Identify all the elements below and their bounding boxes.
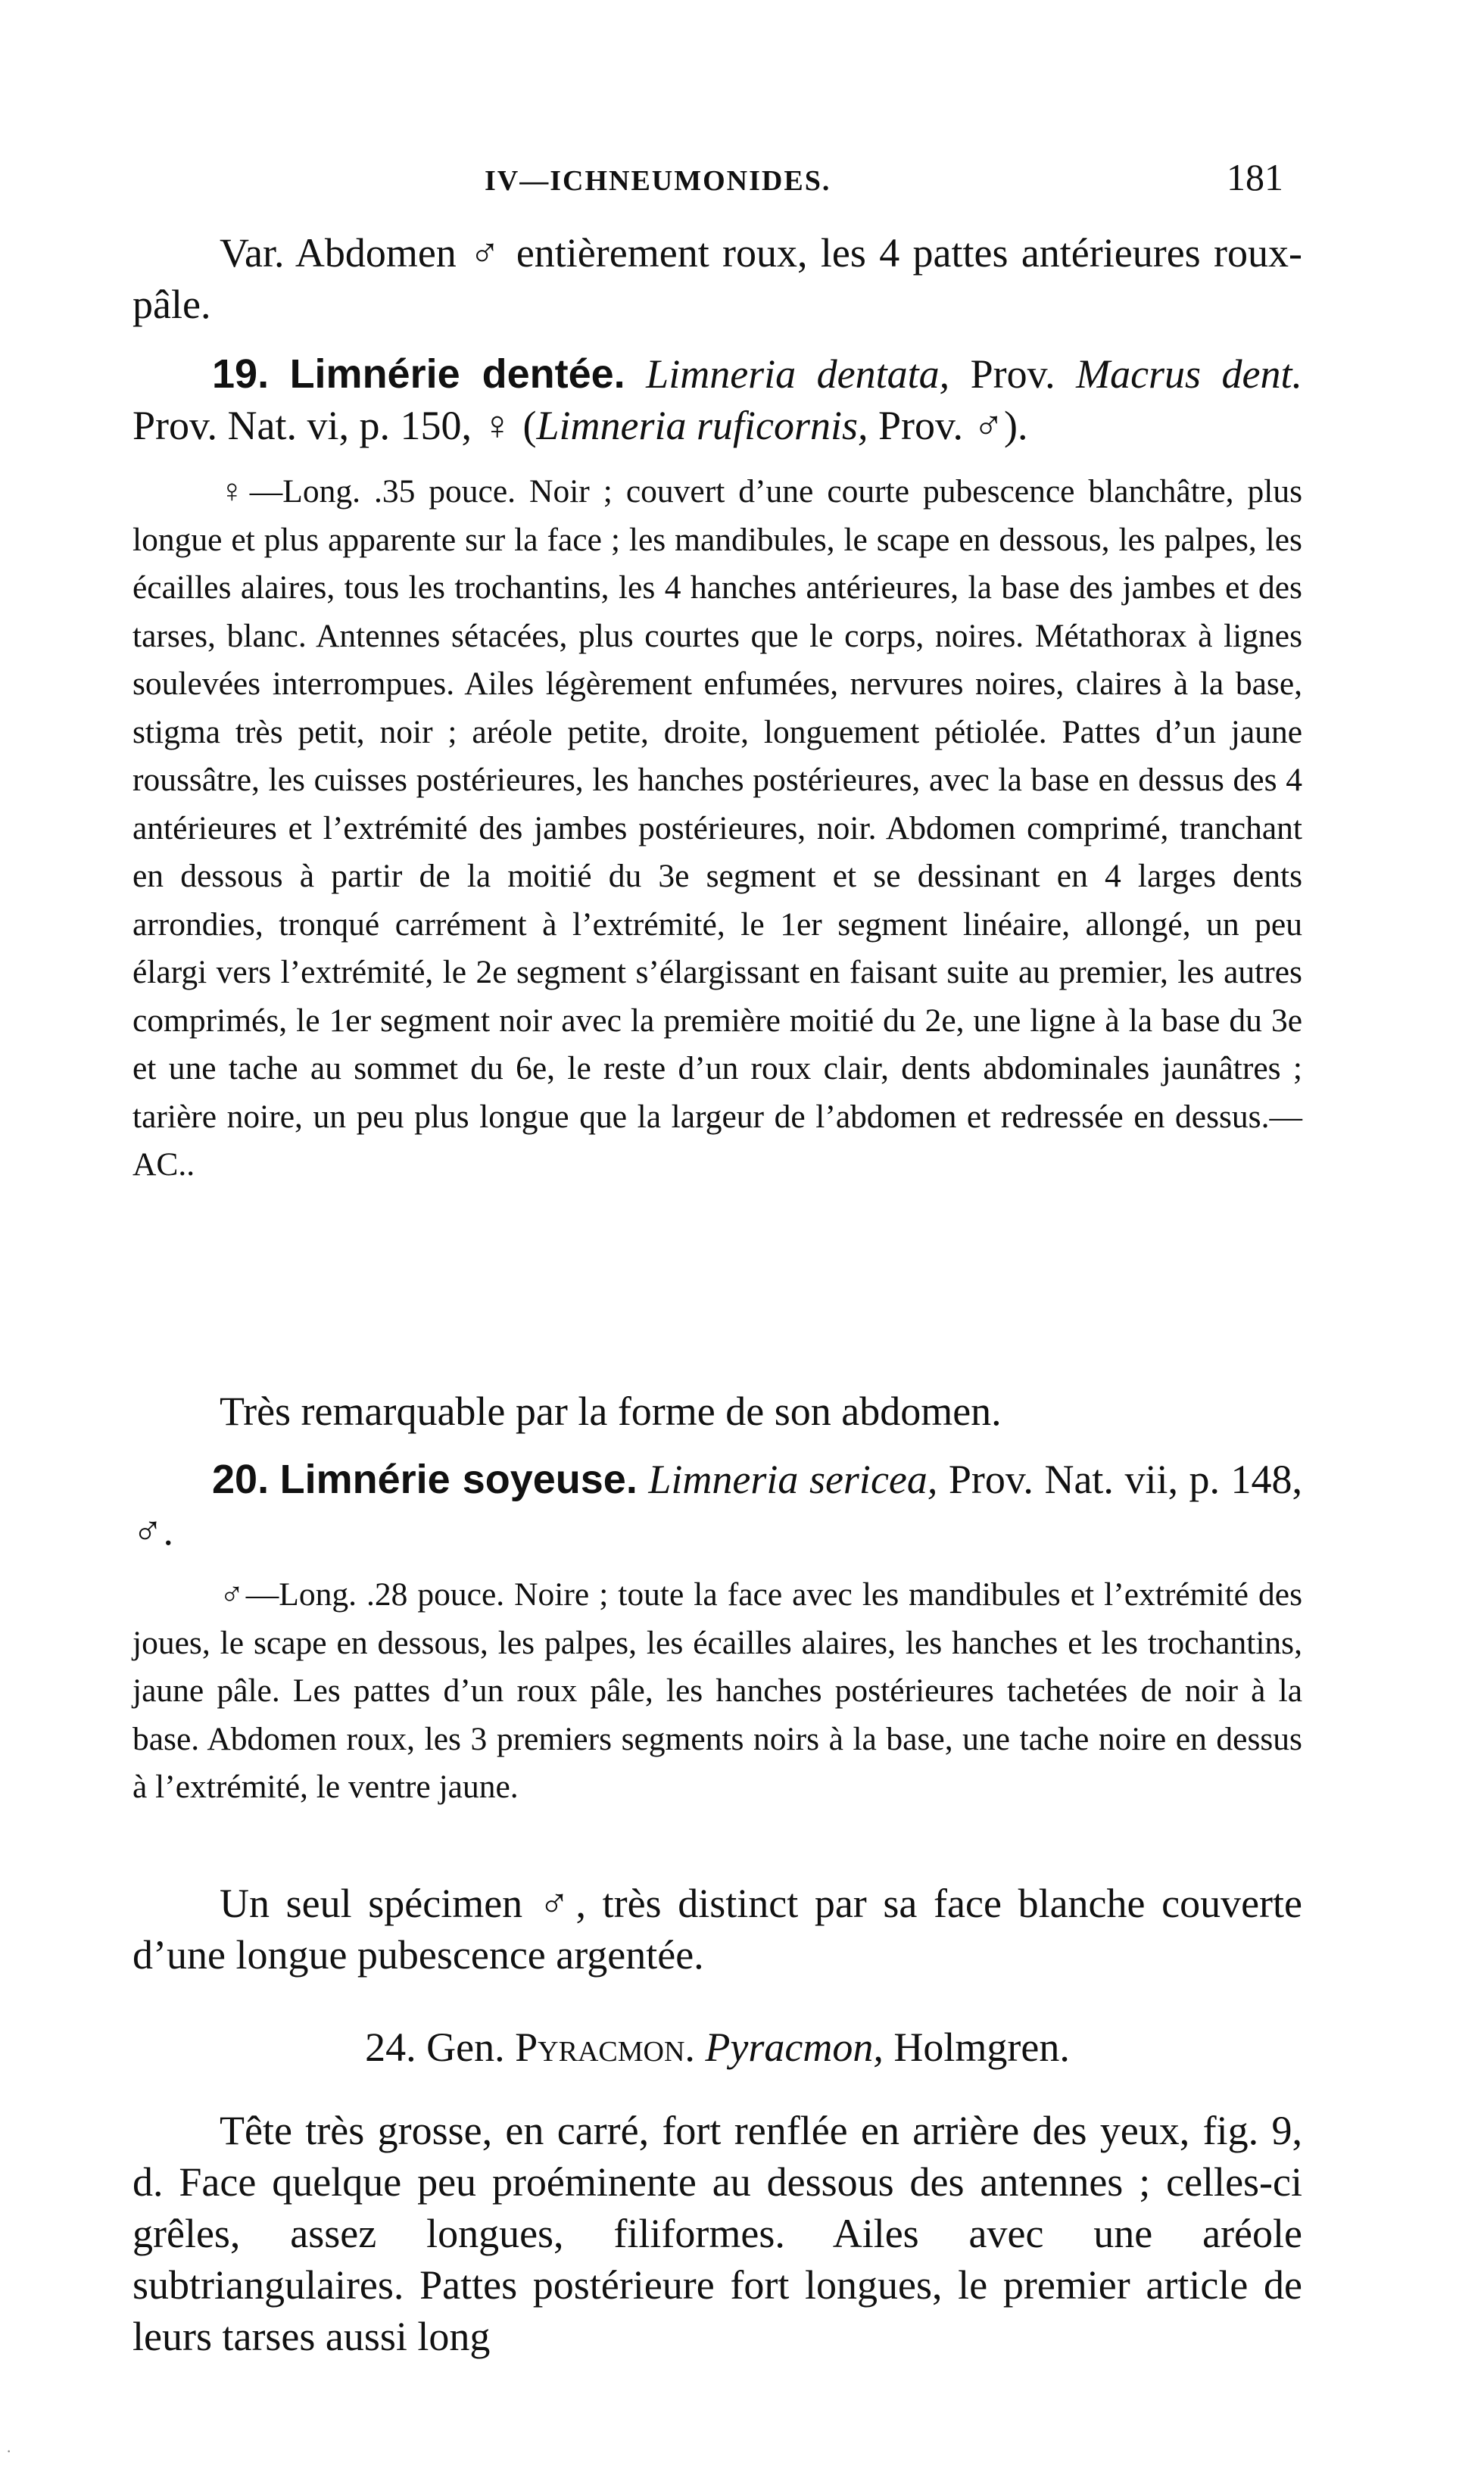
running-head: IV—ICHNEUMONIDES. xyxy=(485,165,831,197)
page-number: 181 xyxy=(1227,156,1283,198)
genus-latin: Pyracmon, xyxy=(705,2025,884,2070)
genus-author: Holmgren. xyxy=(883,2025,1070,2070)
species-19-ref-c: Prov. ♂). xyxy=(868,403,1028,448)
species-19-remark: Très remarquable par la forme de son abdomen. xyxy=(220,1389,1002,1434)
species-20-heading xyxy=(132,1454,1302,1557)
species-19-ref-a: Prov. xyxy=(949,351,1077,397)
species-19-synonym: Limneria ruficornis, xyxy=(536,403,868,448)
species-20-name: Limnérie soyeuse. xyxy=(279,1457,638,1502)
species-19-name: Limnérie dentée. xyxy=(289,351,625,397)
genus-name: Pyracmon. xyxy=(515,2025,695,2070)
genus-heading xyxy=(132,2021,1302,2073)
species-19-number: 19. xyxy=(212,351,270,397)
species-20-latin: Limneria sericea, xyxy=(648,1457,938,1502)
species-20-number: 20. xyxy=(212,1457,270,1502)
species-19-macrus: Macrus dent. xyxy=(1076,351,1303,397)
species-20-ref: Prov. Nat. vii, p. 148, ♂. xyxy=(132,1457,1303,1554)
page-header xyxy=(485,155,1283,208)
genus-description: Tête très grosse, en carré, fort renflée en arrière des yeux, fig. 9, d. Face quelque peu proéminente au dessous des antennes ; celles-ci grêles, assez longues, filiformes. Ailes avec une aréole subtriangulaires. Pattes postérieure fort longues, le premier article de leurs tarses aussi long xyxy=(132,2108,1302,2359)
species-20-remark: Un seul spécimen ♂, très distinct par sa face blanche couverte d’une longue pubescence argentée. xyxy=(132,1881,1302,1978)
species-19-heading xyxy=(132,348,1302,451)
variety-note: Var. Abdomen ♂ entièrement roux, les 4 pattes antérieures roux-pâle. xyxy=(132,230,1302,327)
species-20-description: ♂—Long. .28 pouce. Noire ; toute la face avec les mandibules et l’extrémité des joues, le scape en dessous, les palpes, les écailles alaires, les hanches et les trochantins, jaune pâle. Les pattes d’un roux pâle, les hanches postérieures tachetées de noir à la base. Abdomen roux, les 3 premiers segments noirs à la base, une tache noire en dessus à l’extrémité, le ventre jaune. xyxy=(132,1576,1302,1805)
scan-speck: · xyxy=(6,2442,12,2461)
genus-number: 24. Gen. xyxy=(365,2025,505,2070)
species-19-ref-b: Prov. Nat. vi, p. 150, ♀ ( xyxy=(132,403,537,448)
species-19-description: ♀—Long. .35 pouce. Noir ; couvert d’une courte pubescence blanchâtre, plus longue et plus apparente sur la face ; les mandibules, le scape en dessous, les palpes, les écailles alaires, tous les trochantins, les 4 hanches antérieures, la base des jambes et des tarses, blanc. Antennes sétacées, plus courtes que le corps, noires. Métathorax à lignes soulevées interrompues. Ailes légèrement enfumées, nervures noires, claires à la base, stigma très petit, noir ; aréole petite, droite, longuement pétiolée. Pattes d’un jaune roussâtre, les cuisses postérieures, les hanches postérieures, avec la base en dessus des 4 antérieures et l’extrémité des jambes postérieures, noir. Abdomen comprimé, tranchant en dessous à partir de la moitié du 3e segment et se dessinant en 4 larges dents arrondies, tronqué carrément à l’extrémité, le 1er segment linéaire, allongé, un peu élargi vers l’extrémité, le 2e segment s’élargissant en faisant suite au premier, les autres comprimés, le 1er segment noir avec la première moitié du 2e, une ligne à la base du 3e et une tache au sommet du 6e, le reste d’un roux clair, dents abdominales jaunâtres ; tarière noire, un peu plus longue que la largeur de l’abdomen et redressée en dessus.—AC.. xyxy=(132,473,1302,1183)
species-19-latin: Limneria dentata, xyxy=(646,351,950,397)
